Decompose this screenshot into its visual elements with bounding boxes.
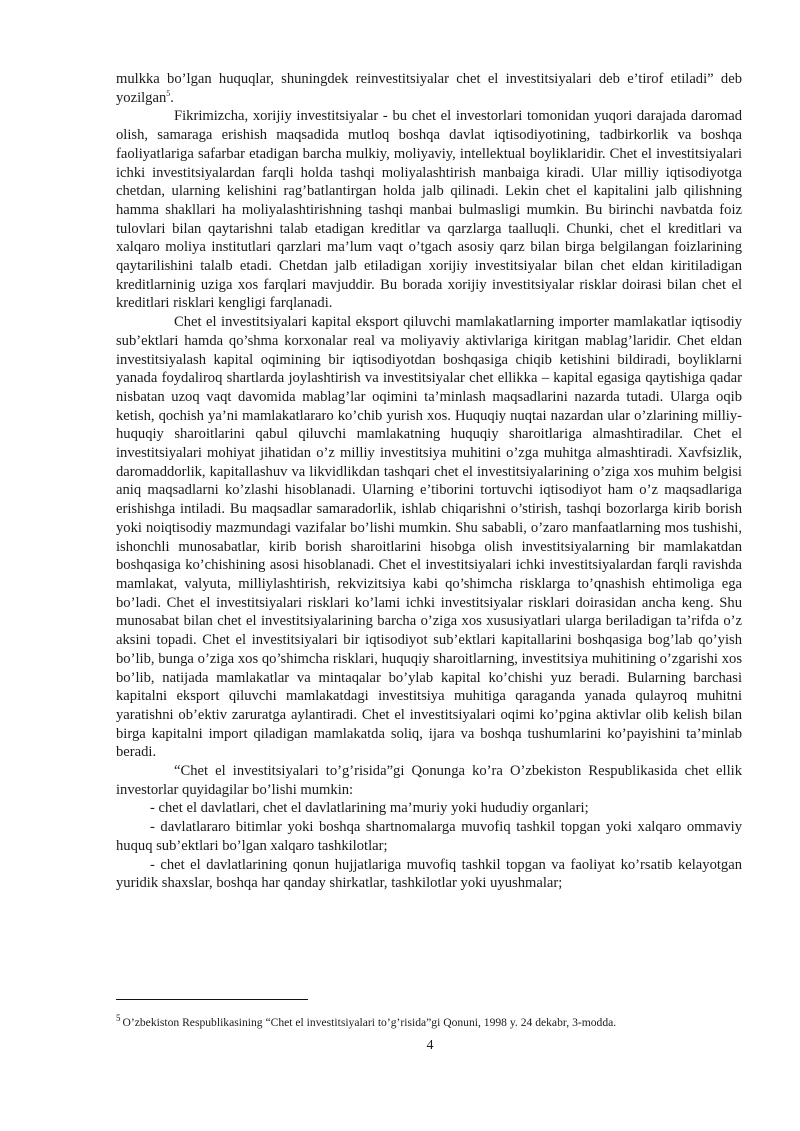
footnote-number: 5 (116, 1013, 121, 1023)
footnote-reference[interactable]: 5 (166, 88, 171, 98)
page-number: 4 (426, 1038, 434, 1053)
footnote (116, 1013, 742, 1029)
document-body (116, 70, 742, 893)
footnote-separator (116, 999, 308, 1000)
paragraph-3: Chet el investitsiyalari kapital eksport qiluvchi mamlakatlarning importer mamlakatlar iqtisodiy sub’ektlari hamda qo’shma korxonalar real va moliyaviy aktivlariga kiritgan mablag’laridir. Chet eldan investitsiyalash kapital oqimining bir iqtisodiyotdan boshqasiga chiqib ketishini bildiradi, boyliklarni yanada foydaliroq shartlarda joylashtirish va investitsiyalar chet ellikka – kapital egasiga qaytishiga qadar nisbatan uzoq vaqt davomida mablag’lar oqimini ta’minlash maqsadlarini nazarda tutadi. Ularga oqib ketish, qochish ya’ni mamlakatlararo ko’chib yurish xos. Huquqiy nuqtai nazardan ular o’zlarining milliy-huquqiy sharoitlarini qabul qiluvchi mamlakatning huquqiy sharoitlariga almashtiradilar. Chet el investitsiyalari mohiyat jihatidan o’z milliy investitsiya muhitini o’zga muhitga almashtiradi. Xavfsizlik, daromaddorlik, kapitallashuv va likvidlikdan tashqari chet el investitsiyalarining o’ziga xos muhim belgisi aniq maqsadlarni ko’zlashi hisoblanadi. Ularning e’tiborini tortuvchi iqtisodiyot ham o’z maqsadlariga erishishga intiladi. Bu maqsadlar samaradorlik, ishlab chiqarishni o’stirish, tashqi bozorlarga kirib borish yoki noiqtisodiy mazmundagi vazifalar bo’lishi mumkin. Shu sababli, o’zaro manfaatlarning mos tushishi, ishonchli munosabatlar, kirib borish sharoitlarini hisobga olish investitsiyalarning bir mamlakatdan boshqasiga ko’chishining asosi hisoblanadi. Chet el investitsiyalari ichki investitsiyalardan farqli ravishda mamlakat, valyuta, milliylashtirish, rekvizitsiya kabi qo’shimcha risklarga to’qnashish ehtimoliga ega bo’ladi. Chet el investitsiyalari risklari ko’lami ichki investitsiyalar risklari doirasidan ancha keng. Shu munosabat bilan chet el investitsiyalarining barcha o’ziga xos xususiyatlari ularga beriladigan ta’rifda o’z aksini topadi. Chet el investitsiyalari bir iqtisodiyot sub’ektlari kapitallarini boshqasiga bog’lab qo’yish bo’lib, bunga o’ziga xos qo’shimcha risklari, huquqiy sharoitlarning, investitsiya muhitining o’zgarishi xos bo’lib, natijada mamlakatlar va mintaqalar bo’ylab kapital ko’chishi yuz beradi. Bularning barchasi kapitalni eksport qiluvchi mamlakatdagi investitsiya muhitiga qaraganda yanada qulayroq muhitni yaratishni ob’ektiv zaruratga aylantiradi. Chet el investitsiyalari oqimi ko’pgina aktivlar olib kelish bilan birga kapitalni import qiladigan mamlakatda soliq, ijara va boshqa tushumlarini ko’payishini ta’minlab beradi. (116, 314, 742, 761)
list-item: - chet el davlatlari, chet el davlatlarining ma’muriy yoki hududiy organlari; (150, 800, 589, 817)
paragraph-1: mulkka bo’lgan huquqlar, shuningdek reinvestitsiyalar chet el investitsiyalari deb e’tirof etiladi” deb yozilgan$^5$. (116, 71, 742, 106)
paragraph-2: Fikrimizcha, xorijiy investitsiyalar - bu chet el investorlari tomonidan yuqori darajada daromad olish, samaraga erishish maqsadida mutloq boshqa davlat iqtisodiyotining, tadbirkorlik va boshqa faoliyatlariga safarbar etadigan barcha mulkiy, moliyaviy, intellektual boyliklaridir. Chet el investitsiyalari ichki investitsiyalardan farqli holda tashqi moliyalashtirish manbaiga kiradi. Ular milliy iqtisodiyotga chetdan, ularning kelishini rag’batlantirgan holda jalb qilinadi. Lekin chet el kapitalini jalb qilishning hamma shakllari ha moliyalashtirishning tashqi manbai bulmasligi mumkin. Bu birinchi navbatda foiz tulovlari bilan qaytarishni talab etadigan kreditlar va qarzlarga taalluqli. Chunki, chet el kreditlari va xalqaro moliya institutlari qarzlari ma’lum vaqt o’tgach asosiy qarz bilan birga belgilangan foizlarining qaytarilishini talalb etadi. Chetdan jalb etiladigan xorijiy investitsiyalar bilan chet eldan kiritiladigan kreditlarninig uziga xos farqlari mavjuddir. Bu borada xorijiy investitsiyalar risklar doirasi bilan chet el kreditlari risklari kengligi farqlanadi. (116, 108, 742, 312)
footnote-text: O’zbekiston Respublikasining “Chet el investitsiyalari to’g’risida”gi Qonuni, 1998 y. 24 dekabr, 3-modda. (122, 1015, 617, 1029)
list-item: - davlatlararo bitimlar yoki boshqa shartnomalarga muvofiq tashkil topgan yoki xalqaro ommaviy huquq sub’ektlari bo’lgan xalqaro tashkilotlar; (116, 819, 742, 854)
paragraph-4: “Chet el investitsiyalari to’g’risida”gi Qonunga ko’ra O’zbekiston Respublikasida chet ellik investorlar quyidagilar bo’lishi mumkin: (116, 763, 742, 798)
list-item: - chet el davlatlarining qonun hujjatlariga muvofiq tashkil topgan va faoliyat ko’rsatib kelayotgan yuridik shaxslar, boshqa har qanday shirkatlar, tashkilotlar yoki uyushmalar; (116, 856, 742, 892)
